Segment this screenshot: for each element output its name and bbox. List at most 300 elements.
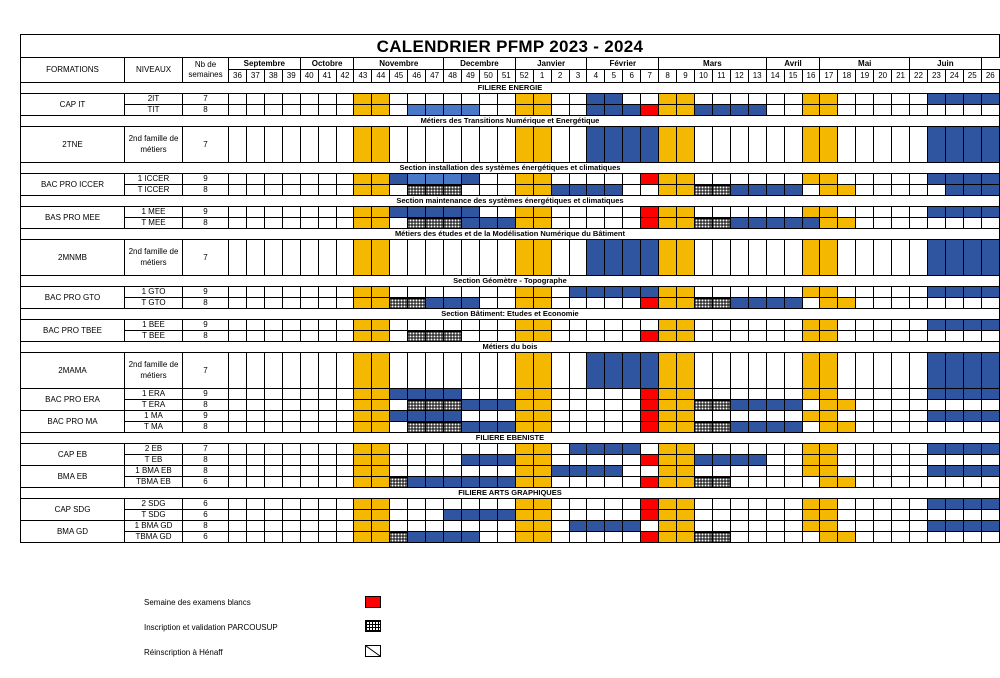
week-cell [551,400,569,411]
week-cell [659,94,677,105]
week-number: 16 [802,70,820,83]
week-cell [533,185,551,196]
week-cell [892,331,910,342]
week-cell [766,207,784,218]
week-cell [910,94,928,105]
week-cell [479,499,497,510]
week-cell [802,174,820,185]
week-cell [820,174,838,185]
week-cell [748,298,766,309]
week-cell [497,400,515,411]
week-cell [838,320,856,331]
schedule-row [21,240,1000,276]
week-cell [587,105,605,116]
week-cell [784,105,802,116]
week-cell [479,298,497,309]
week-cell [605,466,623,477]
week-cell [587,94,605,105]
week-cell [694,298,712,309]
week-cell [945,94,963,105]
week-cell [569,94,587,105]
week-cell [623,105,641,116]
week-cell [354,218,372,229]
week-cell [856,521,874,532]
month-header: Mai [820,58,910,70]
formation-name: BAC PRO TBEE [21,320,125,342]
week-cell [408,422,426,433]
week-cell [605,218,623,229]
week-cell [246,218,264,229]
week-cell [927,185,945,196]
week-cell [426,422,444,433]
legend-exams-label: Semaine des examens blancs [144,598,251,607]
week-cell [623,466,641,477]
week-cell [551,466,569,477]
nb-semaines-value: 7 [183,240,229,276]
week-cell [300,240,318,276]
week-cell [533,298,551,309]
week-cell [587,444,605,455]
week-cell [354,510,372,521]
week-cell [336,466,354,477]
week-cell [766,455,784,466]
week-cell [461,174,479,185]
week-cell [659,510,677,521]
week-cell [569,298,587,309]
week-cell [605,207,623,218]
week-cell [856,218,874,229]
week-cell [766,521,784,532]
week-cell [677,444,695,455]
week-cell [282,287,300,298]
week-cell [318,218,336,229]
week-cell [282,499,300,510]
nb-semaines-value: 8 [183,298,229,309]
week-cell [802,331,820,342]
week-cell [910,444,928,455]
week-cell [641,411,659,422]
week-cell [730,400,748,411]
week-cell [677,105,695,116]
week-cell [981,499,999,510]
week-cell [605,510,623,521]
week-cell [766,174,784,185]
formation-name: 2MNMB [21,240,125,276]
week-cell [318,400,336,411]
week-cell [444,400,462,411]
week-cell [820,455,838,466]
week-cell [945,499,963,510]
week-cell [838,510,856,521]
week-cell [945,422,963,433]
week-cell [874,477,892,488]
week-cell [246,389,264,400]
week-cell [336,207,354,218]
week-number: 26 [981,70,999,83]
week-cell [605,532,623,543]
week-cell [856,510,874,521]
week-cell [766,400,784,411]
week-cell [426,207,444,218]
week-cell [551,94,569,105]
week-cell [874,174,892,185]
week-cell [766,422,784,433]
week-cell [300,127,318,163]
week-cell [820,532,838,543]
week-cell [229,174,247,185]
week-cell [838,389,856,400]
week-cell [354,499,372,510]
week-cell [623,444,641,455]
week-number: 43 [354,70,372,83]
week-cell [748,455,766,466]
week-cell [515,298,533,309]
schedule-row [21,320,1000,331]
week-cell [282,353,300,389]
week-cell [533,455,551,466]
week-cell [515,218,533,229]
week-cell [444,532,462,543]
week-cell [444,521,462,532]
week-cell [748,477,766,488]
week-cell [730,422,748,433]
week-cell [874,400,892,411]
nb-semaines-value: 7 [183,94,229,105]
week-cell [587,521,605,532]
formation-name: CAP IT [21,94,125,116]
week-cell [892,174,910,185]
week-cell [659,411,677,422]
week-cell [623,411,641,422]
week-cell [408,510,426,521]
week-cell [444,331,462,342]
week-cell [246,185,264,196]
week-cell [784,298,802,309]
week-cell [569,389,587,400]
week-cell [963,207,981,218]
week-cell [892,422,910,433]
week-cell [461,411,479,422]
week-cell [408,240,426,276]
week-cell [264,240,282,276]
week-cell [282,174,300,185]
week-cell [820,466,838,477]
week-cell [605,455,623,466]
week-cell [497,218,515,229]
week-cell [282,532,300,543]
month-header: Avril [766,58,820,70]
week-number: 8 [659,70,677,83]
week-cell [659,444,677,455]
week-cell [927,499,945,510]
week-cell [444,105,462,116]
week-cell [318,389,336,400]
week-cell [408,218,426,229]
nb-semaines-value: 8 [183,422,229,433]
week-cell [927,287,945,298]
week-cell [641,287,659,298]
week-cell [497,287,515,298]
week-cell [390,510,408,521]
week-cell [856,389,874,400]
week-number: 38 [264,70,282,83]
week-cell [461,287,479,298]
week-number: 5 [605,70,623,83]
week-cell [641,105,659,116]
week-cell [963,331,981,342]
week-cell [444,466,462,477]
week-cell [677,422,695,433]
week-cell [318,298,336,309]
nb-semaines-value: 9 [183,207,229,218]
week-cell [981,127,999,163]
week-cell [892,455,910,466]
week-cell [336,455,354,466]
week-cell [264,331,282,342]
week-cell [712,444,730,455]
week-cell [461,510,479,521]
week-cell [623,331,641,342]
week-cell [605,287,623,298]
week-cell [336,127,354,163]
nb-semaines-value: 8 [183,218,229,229]
week-cell [874,521,892,532]
week-cell [336,218,354,229]
week-cell [856,455,874,466]
week-cell [694,127,712,163]
week-cell [677,477,695,488]
week-cell [641,185,659,196]
week-cell [354,477,372,488]
week-cell [354,287,372,298]
week-cell [229,411,247,422]
week-cell [426,353,444,389]
week-cell [712,455,730,466]
week-cell [354,466,372,477]
week-cell [910,185,928,196]
week-cell [856,444,874,455]
schedule-row [21,353,1000,389]
week-cell [694,499,712,510]
week-cell [677,320,695,331]
week-cell [910,389,928,400]
week-cell [856,320,874,331]
niveau-label: T MA [125,422,183,433]
schedule-row [21,400,1000,411]
week-cell [461,499,479,510]
week-cell [766,240,784,276]
week-cell [802,240,820,276]
week-cell [802,218,820,229]
week-cell [766,94,784,105]
week-cell [390,400,408,411]
week-cell [981,422,999,433]
week-cell [963,444,981,455]
week-cell [408,207,426,218]
week-cell [461,298,479,309]
week-cell [766,287,784,298]
week-number: 48 [444,70,462,83]
week-cell [677,532,695,543]
week-cell [766,477,784,488]
week-cell [927,331,945,342]
week-cell [730,477,748,488]
week-cell [874,510,892,521]
week-cell [820,287,838,298]
week-cell [963,94,981,105]
week-cell [766,105,784,116]
schedule-row [21,532,1000,543]
week-cell [712,353,730,389]
week-cell [408,298,426,309]
week-cell [945,389,963,400]
week-cell [551,455,569,466]
week-cell [300,389,318,400]
week-cell [354,298,372,309]
week-cell [354,331,372,342]
week-cell [551,240,569,276]
week-cell [838,422,856,433]
niveau-label: 2nd famille de métiers [125,240,183,276]
week-cell [838,185,856,196]
week-number: 6 [623,70,641,83]
week-cell [444,287,462,298]
week-cell [264,411,282,422]
week-cell [515,94,533,105]
week-cell [784,218,802,229]
week-cell [515,422,533,433]
week-cell [300,477,318,488]
week-cell [533,444,551,455]
week-cell [784,353,802,389]
week-cell [300,455,318,466]
week-cell [892,510,910,521]
week-cell [479,94,497,105]
week-cell [838,353,856,389]
week-cell [766,499,784,510]
week-cell [246,94,264,105]
legend-exams-swatch [365,596,381,608]
week-cell [229,353,247,389]
week-cell [318,174,336,185]
week-cell [587,353,605,389]
week-cell [264,455,282,466]
week-number: 14 [766,70,784,83]
week-cell [910,510,928,521]
week-cell [551,499,569,510]
week-cell [802,422,820,433]
week-cell [641,218,659,229]
month-header: Novembre [354,58,444,70]
week-cell [515,105,533,116]
week-cell [515,400,533,411]
schedule-row [21,185,1000,196]
week-cell [784,411,802,422]
niveau-label: T EB [125,455,183,466]
week-cell [426,331,444,342]
week-cell [390,389,408,400]
week-cell [963,466,981,477]
week-cell [981,105,999,116]
week-cell [390,298,408,309]
nb-semaines-value: 7 [183,353,229,389]
week-cell [874,298,892,309]
niveau-label: 1 BEE [125,320,183,331]
week-cell [927,127,945,163]
week-cell [730,207,748,218]
week-cell [372,499,390,510]
week-cell [820,400,838,411]
week-cell [533,94,551,105]
week-cell [963,174,981,185]
week-cell [282,521,300,532]
week-cell [390,532,408,543]
week-cell [945,466,963,477]
week-cell [892,477,910,488]
week-cell [784,510,802,521]
section-title: FILIERE ARTS GRAPHIQUES [21,488,1000,499]
week-cell [318,185,336,196]
week-cell [659,185,677,196]
week-cell [444,455,462,466]
week-cell [264,532,282,543]
week-cell [748,218,766,229]
week-cell [282,94,300,105]
week-cell [551,287,569,298]
week-cell [229,240,247,276]
week-cell [229,298,247,309]
niveau-label: T MEE [125,218,183,229]
week-cell [426,185,444,196]
week-cell [282,444,300,455]
week-cell [677,353,695,389]
schedule-row [21,331,1000,342]
week-cell [927,174,945,185]
week-cell [730,353,748,389]
week-cell [551,444,569,455]
week-cell [246,477,264,488]
week-cell [981,298,999,309]
week-cell [659,320,677,331]
week-cell [694,240,712,276]
week-cell [300,510,318,521]
week-cell [802,320,820,331]
schedule-row [21,218,1000,229]
week-cell [677,466,695,477]
week-cell [641,532,659,543]
week-cell [426,127,444,163]
week-cell [318,422,336,433]
week-cell [802,411,820,422]
week-number: 44 [372,70,390,83]
week-cell [927,477,945,488]
week-cell [551,174,569,185]
week-cell [981,207,999,218]
week-cell [623,400,641,411]
week-cell [659,174,677,185]
schedule-row [21,411,1000,422]
week-cell [229,422,247,433]
week-cell [874,185,892,196]
week-cell [784,444,802,455]
week-cell [587,240,605,276]
week-cell [874,455,892,466]
formation-name: CAP SDG [21,499,125,521]
week-cell [874,320,892,331]
week-cell [802,94,820,105]
week-cell [730,521,748,532]
week-cell [282,389,300,400]
